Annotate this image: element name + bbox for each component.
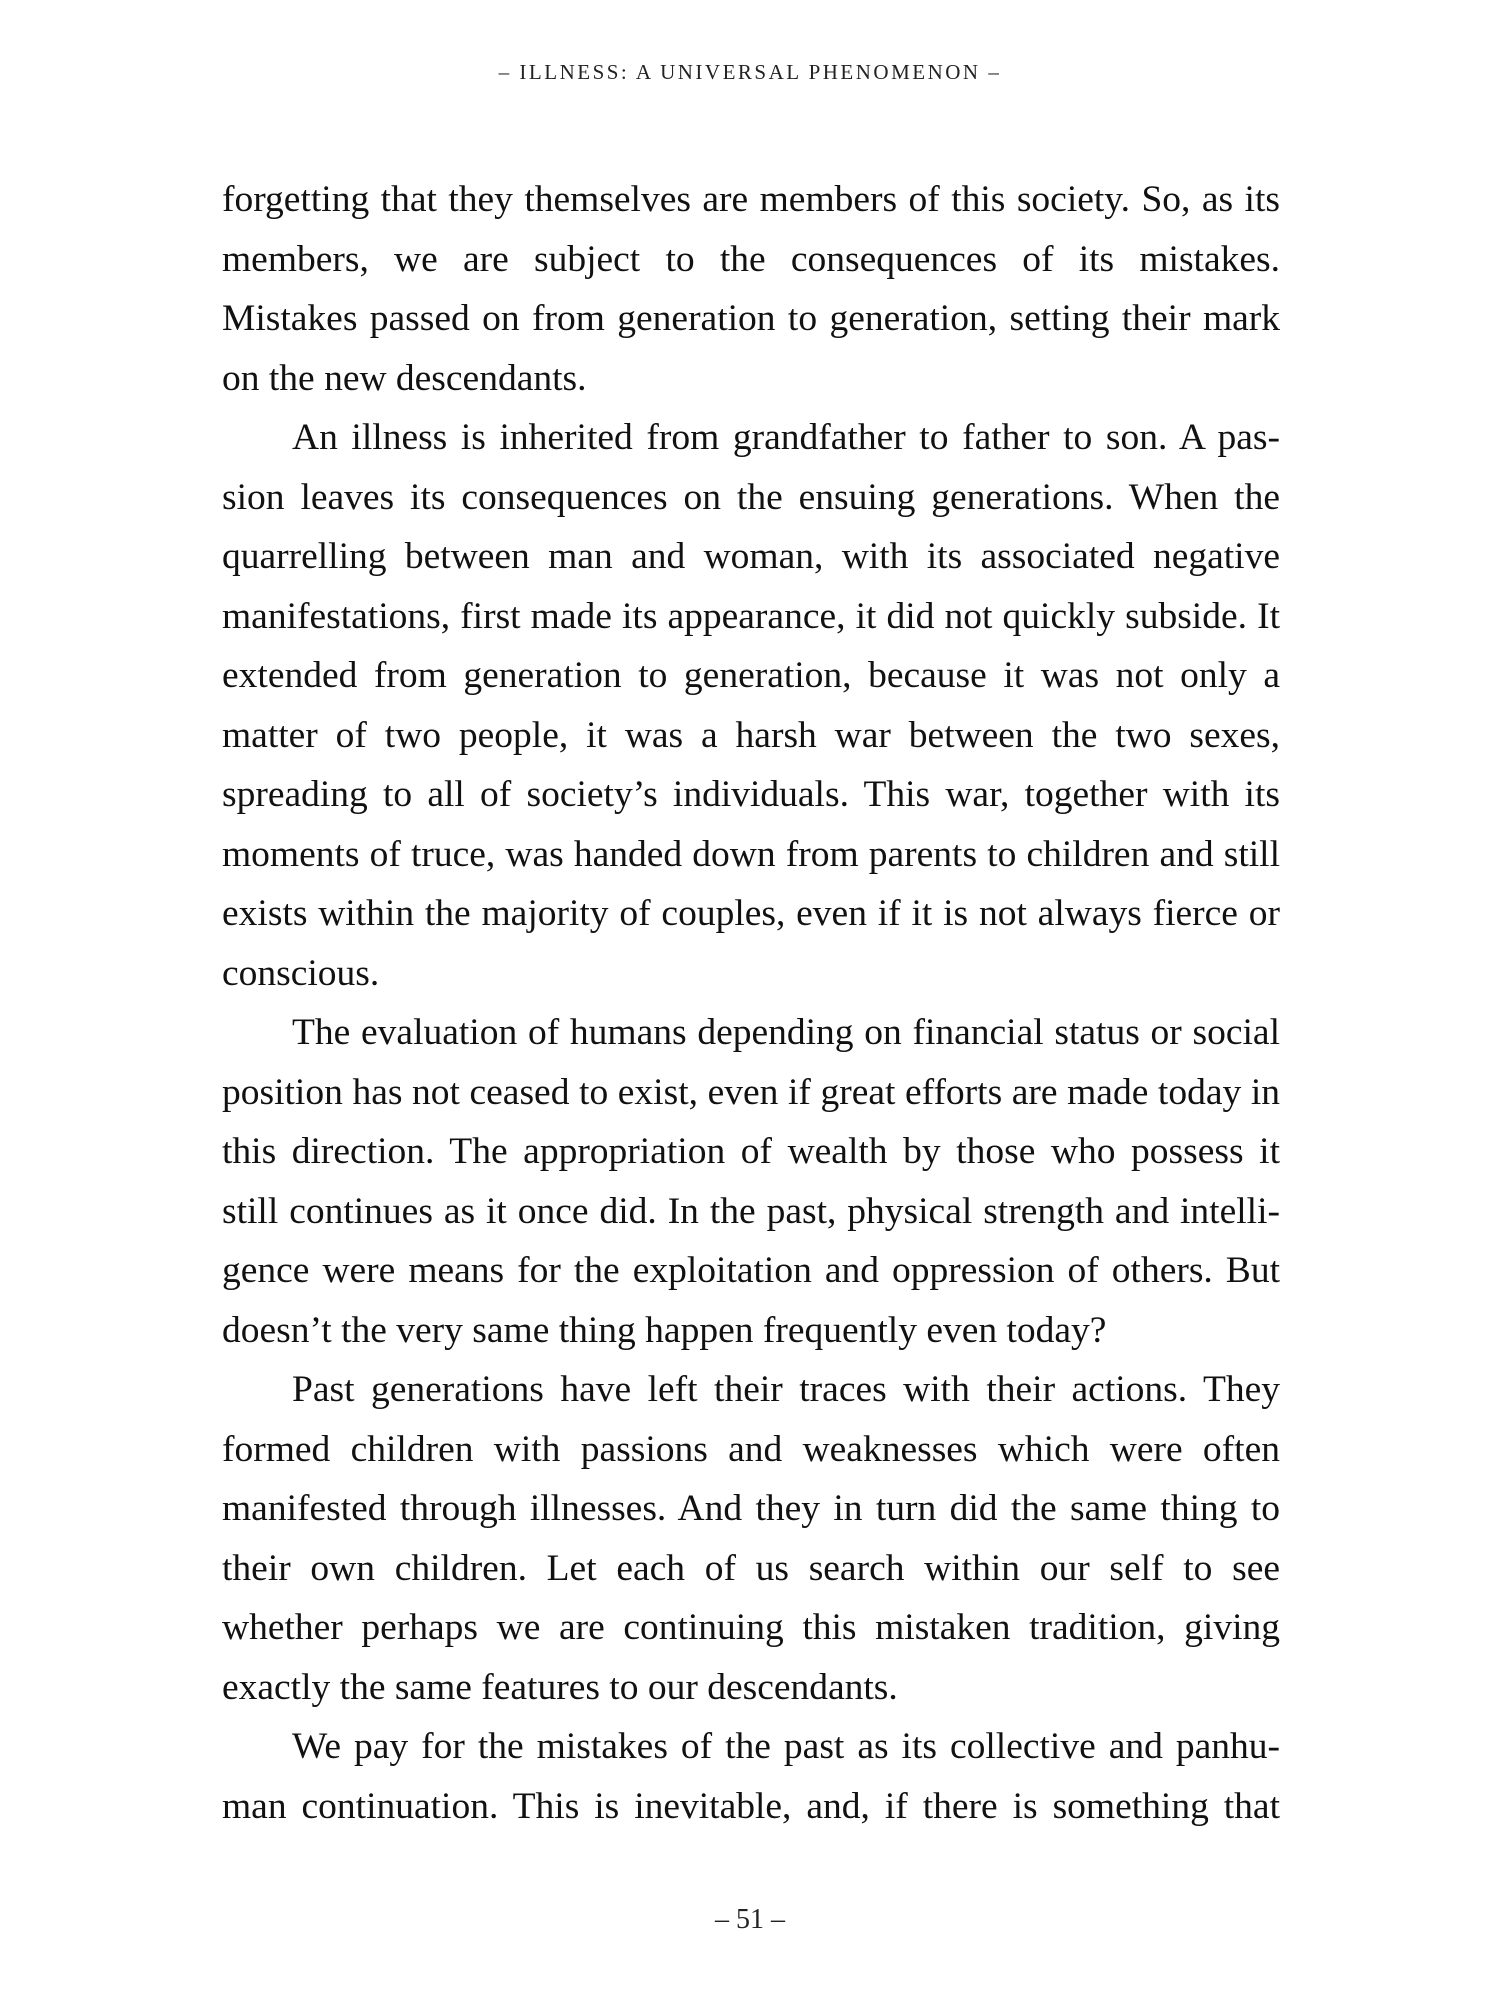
- running-head: – ILLNESS: A UNIVERSAL PHENOMENON –: [498, 60, 1002, 84]
- body-text: [222, 170, 1280, 1836]
- page-number: – 51 –: [715, 1904, 785, 1935]
- paragraph-4: Past generations have left their traces with their actions. They formed children with passions and weaknesses which were often manifested through illnesses. And they in turn did the same thing to their own children. Let each of us search within our self to see whether perhaps we are continuing this mistaken tradition, giving exactly the same features to our descendants.: [222, 1369, 1280, 1708]
- paragraph-1: forgetting that they themselves are members of this society. So, as its members, we are subject to the consequences of its mistakes. Mistakes passed on from generation to generation, setting their mark on the new descendants.: [222, 179, 1280, 399]
- paragraph-2: An illness is inherited from grandfather to father to son. A passion leaves its consequences on the ensuing generations. When the quarrelling between man and woman, with its associated negative manifestations, first made its appearance, it did not quickly subside. It extended from generation to generation, because it was not only a matter of two people, it was a harsh war between the two sexes, spreading to all of society’s individuals. This war, together with its moments of truce, was handed down from parents to children and still exists within the majority of couples, even if it is not always fierce or conscious.: [222, 417, 1280, 994]
- paragraph-5: We pay for the mistakes of the past as its collective and panhuman continuation. This is inevitable, and, if there is something that: [222, 1726, 1280, 1827]
- paragraph-3: The evaluation of humans depending on financial status or social position has not ceased to exist, even if great efforts are made today in this direction. The appropriation of wealth by those who possess it still continues as it once did. In the past, physical strength and intelligence were means for the exploitation and oppression of others. But doesn’t the very same thing happen frequently even today?: [222, 1012, 1280, 1351]
